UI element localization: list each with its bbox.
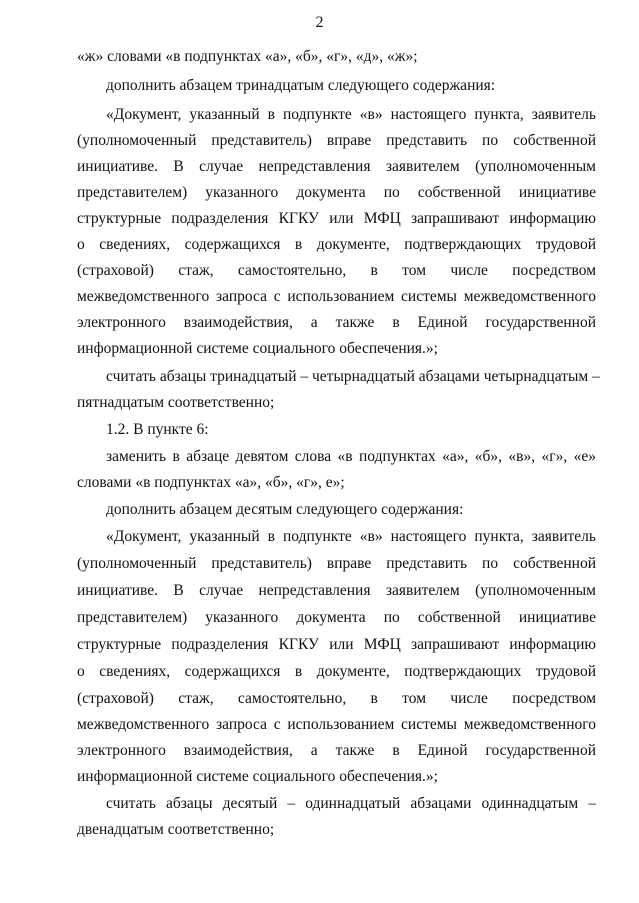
text-line: дополнить абзацем тринадцатым следующего содержания: [106, 77, 496, 94]
text-line: «ж» словами «в подпунктах «а», «б», «г», «д», «ж»; [77, 48, 418, 65]
text-line: инициативе. В случае непредставления заявителем (уполномоченным [77, 582, 596, 599]
text-line: электронного взаимодействия, а также в Единой государственной [77, 314, 596, 331]
text-line: межведомственного запроса с использованием системы межведомственного [77, 288, 596, 305]
text-line: электронного взаимодействия, а также в Единой государственной [77, 742, 596, 759]
text-line: (страховой) стаж, самостоятельно, в том числе посредством [77, 262, 596, 279]
text-line: заменить в абзаце девятом слова «в подпунктах «а», «б», «в», «г», «е» [106, 448, 596, 465]
text-line: о сведениях, содержащихся в документе, подтверждающих трудовой [77, 236, 596, 253]
text-line: двенадцатым соответственно; [77, 821, 275, 838]
page-number: 2 [315, 14, 324, 31]
text-line: структурные подразделения КГКУ или МФЦ запрашивают информацию [77, 636, 596, 653]
text-line: информационной системе социального обеспечения.»; [77, 340, 438, 357]
text-line: представителем) указанного документа по собственной инициативе [77, 184, 596, 201]
text-line: считать абзацы десятый – одиннадцатый абзацами одиннадцатым – [106, 795, 596, 812]
text-line: инициативе. В случае непредставления заявителем (уполномоченным [77, 158, 596, 175]
text-line: «Документ, указанный в подпункте «в» настоящего пункта, заявитель [106, 106, 596, 123]
text-line: межведомственного запроса с использованием системы межведомственного [77, 716, 596, 733]
text-line: информационной системе социального обеспечения.»; [77, 768, 438, 785]
text-line: (уполномоченный представитель) вправе представить по собственной [77, 132, 596, 149]
text-line: «Документ, указанный в подпункте «в» настоящего пункта, заявитель [106, 528, 596, 545]
text-line: дополнить абзацем десятым следующего содержания: [106, 501, 464, 518]
text-line: 1.2. В пункте 6: [106, 421, 209, 438]
text-line: считать абзацы тринадцатый – четырнадцатый абзацами четырнадцатым – [106, 368, 600, 385]
text-line: представителем) указанного документа по собственной инициативе [77, 609, 596, 626]
text-line: структурные подразделения КГКУ или МФЦ запрашивают информацию [77, 210, 596, 227]
text-line: словами «в подпунктах «а», «б», «г», е»; [77, 474, 345, 491]
text-line: (страховой) стаж, самостоятельно, в том числе посредством [77, 690, 596, 707]
text-line: пятнадцатым соответственно; [77, 394, 275, 411]
text-line: о сведениях, содержащихся в документе, подтверждающих трудовой [77, 663, 596, 680]
text-line: (уполномоченный представитель) вправе представить по собственной [77, 555, 596, 572]
